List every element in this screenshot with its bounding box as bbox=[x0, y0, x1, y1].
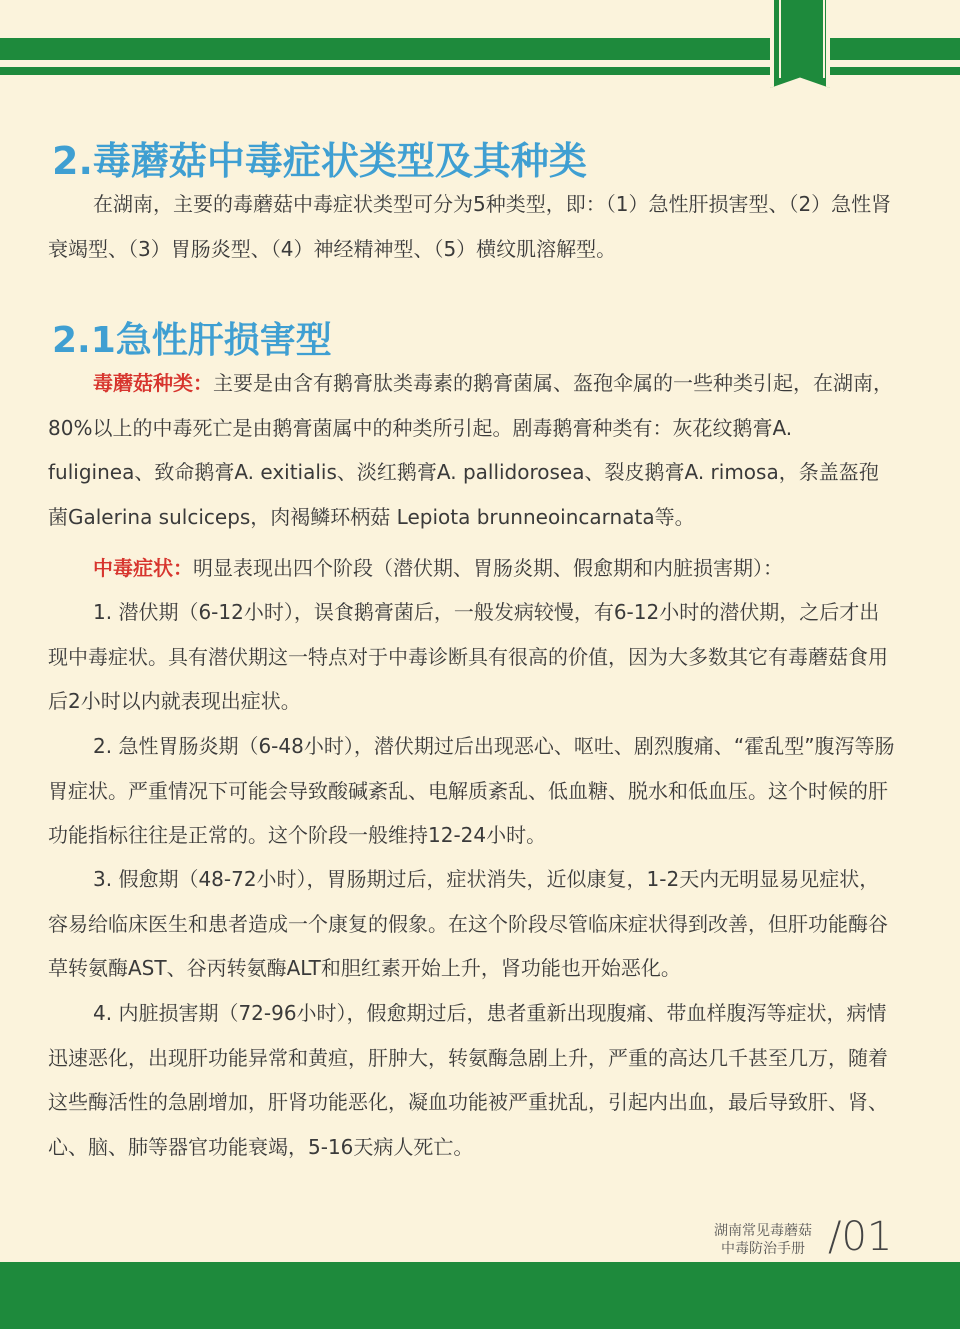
stage-3-paragraph: 3. 假愈期（48-72小时），胃肠期过后，症状消失，近似康复，1-2天内无明显易见症状，容易给临床医生和患者造成一个康复的假象。在这个阶段尽管临床症状得到改善，但肝功能酶谷草转氨酶AST、谷丙转氨酶ALT和胆红素开始上升，肾功能也开始恶化。 bbox=[48, 867, 888, 980]
intro-paragraph: 在湖南，主要的毒蘑菇中毒症状类型可分为5种类型，即：（1）急性肝损害型、（2）急性肾衰竭型、（3）胃肠炎型、（4）神经精神型、（5）横纹肌溶解型。 bbox=[48, 192, 892, 261]
species-text: 主要是由含有鹅膏肽类毒素的鹅膏菌属、盔孢伞属的一些种类引起，在湖南，80%以上的中毒死亡是由鹅膏菌属中的种类所引起。剧毒鹅膏种类有：灰花纹鹅膏A. fuliginea、致命鹅膏A. exitialis、淡红鹅膏A. pallidorosea、裂皮鹅膏A. rimosa，条盖盔孢菌Galerina sulciceps，肉褐鳞环柄菇 Lepiota brunneoincarnata等。 bbox=[48, 371, 893, 529]
species-paragraph bbox=[48, 361, 898, 539]
symptoms-label: 中毒症状： bbox=[93, 556, 193, 580]
stage-4-paragraph: 4. 内脏损害期（72-96小时），假愈期过后，患者重新出现腹痛、带血样腹泻等症状，病情迅速恶化，出现肝功能异常和黄疸，肝肿大，转氨酶急剧上升，严重的高达几千甚至几万，随着这些酶活性的急剧增加，肝肾功能恶化，凝血功能被严重扰乱，引起内出血，最后导致肝、肾、心、脑、肺等器官功能衰竭，5-16天病人死亡。 bbox=[48, 1001, 888, 1159]
section-heading: 2.毒蘑菇中毒症状类型及其种类 bbox=[52, 139, 587, 183]
symptoms-paragraph bbox=[48, 546, 898, 591]
footer-line-1: 湖南常见毒蘑菇 bbox=[714, 1223, 812, 1239]
page-number: /01 bbox=[828, 1214, 893, 1260]
footer-title bbox=[700, 1222, 826, 1258]
bookmark-ribbon-inner bbox=[779, 0, 825, 78]
stage-2-paragraph: 2. 急性胃肠炎期（6-48小时），潜伏期过后出现恶心、呕吐、剧烈腹痛、“霍乱型”腹泻等肠胃症状。严重情况下可能会导致酸碱紊乱、电解质紊乱、低血糖、脱水和低血压。这个时候的肝功能指标往往是正常的。这个阶段一般维持12-24小时。 bbox=[48, 734, 895, 847]
species-label: 毒蘑菇种类： bbox=[93, 371, 213, 395]
footer-band bbox=[0, 1262, 960, 1329]
subsection-heading: 2.1急性肝损害型 bbox=[52, 320, 332, 361]
stage-1-paragraph: 1. 潜伏期（6-12小时），误食鹅膏菌后，一般发病较慢，有6-12小时的潜伏期，之后才出现中毒症状。具有潜伏期这一特点对于中毒诊断具有很高的价值，因为大多数其它有毒蘑菇食用后2小时以内就表现出症状。 bbox=[48, 600, 888, 713]
symptoms-text: 明显表现出四个阶段（潜伏期、胃肠炎期、假愈期和内脏损害期）： bbox=[193, 556, 783, 580]
footer-line-2: 中毒防治手册 bbox=[721, 1241, 805, 1257]
